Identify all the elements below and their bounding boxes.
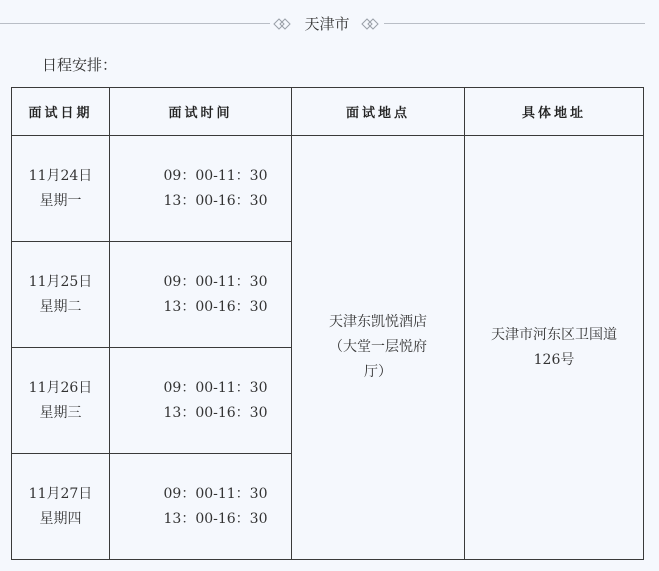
date-text: 11月27日 xyxy=(28,485,93,502)
section-header xyxy=(0,12,659,36)
weekday-text: 星期二 xyxy=(39,298,82,315)
time-cell xyxy=(110,454,292,560)
column-header-address: 具体地址 xyxy=(465,88,644,136)
date-text: 11月25日 xyxy=(28,273,93,290)
time-afternoon: 13：00-16：30 xyxy=(163,298,268,315)
schedule-label: 日程安排： xyxy=(42,56,118,74)
weekday-text: 星期四 xyxy=(39,510,82,527)
schedule-table xyxy=(11,87,644,560)
date-cell xyxy=(12,454,110,560)
date-text: 11月24日 xyxy=(28,167,93,184)
date-text: 11月26日 xyxy=(28,379,93,396)
venue-cell xyxy=(292,136,465,560)
date-cell xyxy=(12,136,110,242)
diamond-ornament-icon xyxy=(360,16,380,32)
header-divider-right xyxy=(384,23,645,24)
table-header-row xyxy=(12,88,644,136)
header-divider-left xyxy=(0,23,270,24)
venue-line: 天津东凯悦酒店 xyxy=(329,314,427,330)
time-morning: 09：00-11：30 xyxy=(163,379,268,396)
column-header-date: 面试日期 xyxy=(12,88,110,136)
weekday-text: 星期一 xyxy=(39,192,82,209)
address-line: 天津市河东区卫国道 xyxy=(491,326,617,343)
table-row xyxy=(12,136,644,242)
diamond-ornament-icon xyxy=(272,16,292,32)
address-cell xyxy=(465,136,644,560)
time-morning: 09：00-11：30 xyxy=(163,485,268,502)
venue-line: 厅） xyxy=(364,364,392,380)
address-line: 126号 xyxy=(533,351,575,368)
venue-line: （大堂一层悦府 xyxy=(329,339,427,355)
time-cell xyxy=(110,348,292,454)
date-cell xyxy=(12,348,110,454)
region-title: 天津市 xyxy=(304,15,350,33)
column-header-time: 面试时间 xyxy=(110,88,292,136)
time-afternoon: 13：00-16：30 xyxy=(163,192,268,209)
time-morning: 09：00-11：30 xyxy=(163,167,268,184)
weekday-text: 星期三 xyxy=(39,404,82,421)
time-morning: 09：00-11：30 xyxy=(163,273,268,290)
time-afternoon: 13：00-16：30 xyxy=(163,510,268,527)
time-cell xyxy=(110,242,292,348)
time-afternoon: 13：00-16：30 xyxy=(163,404,268,421)
time-cell xyxy=(110,136,292,242)
date-cell xyxy=(12,242,110,348)
column-header-venue: 面试地点 xyxy=(292,88,465,136)
